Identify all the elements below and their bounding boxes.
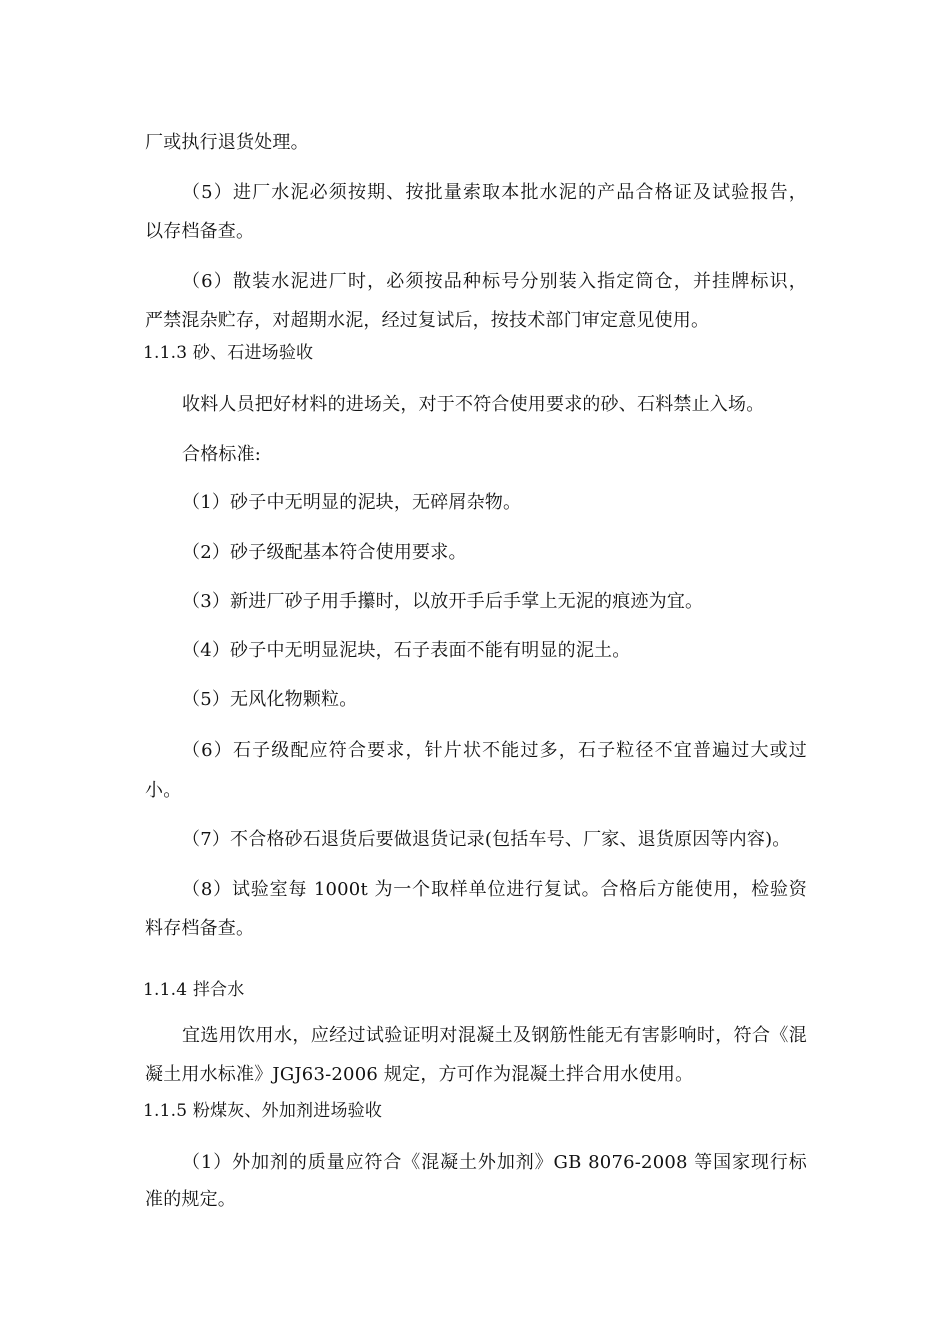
paragraph-line: 凝土用水标准》JGJ63-2006 规定，方可作为混凝土拌合用水使用。: [145, 1064, 694, 1085]
paragraph-line: 严禁混杂贮存，对超期水泥，经过复试后，按技术部门审定意见使用。: [145, 310, 710, 331]
list-item-continuation: 小。: [145, 780, 182, 801]
list-item: （3）新进厂砂子用手攥时，以放开手后手掌上无泥的痕迹为宜。: [182, 591, 704, 612]
paragraph-line: 厂或执行退货处理。: [145, 132, 309, 153]
paragraph-line: 宜选用饮用水，应经过试验证明对混凝土及钢筋性能无有害影响时，符合《混: [182, 1025, 807, 1046]
paragraph-line: 以存档备查。: [145, 221, 255, 242]
list-item: （4）砂子中无明显泥块，石子表面不能有明显的泥土。: [182, 640, 631, 661]
list-item: （7）不合格砂石退货后要做退货记录(包括车号、厂家、退货原因等内容)。: [182, 829, 791, 850]
paragraph-line: （6）散装水泥进厂时，必须按品种标号分别装入指定筒仓，并挂牌标识，: [182, 271, 807, 292]
section-heading: 1.1.3 砂、石进场验收: [143, 343, 314, 363]
list-item: （2）砂子级配基本符合使用要求。: [182, 542, 467, 563]
list-item-continuation: 准的规定。: [145, 1189, 236, 1210]
paragraph-line: （5）进厂水泥必须按期、按批量索取本批水泥的产品合格证及试验报告，: [182, 182, 807, 203]
list-item: （1）砂子中无明显的泥块，无碎屑杂物。: [182, 492, 522, 513]
section-heading: 1.1.5 粉煤灰、外加剂进场验收: [143, 1101, 383, 1121]
paragraph-line: 收料人员把好材料的进场关，对于不符合使用要求的砂、石料禁止入场。: [182, 394, 765, 415]
paragraph-line: 合格标准:: [182, 444, 262, 465]
list-item-continuation: 料存档备查。: [145, 918, 255, 939]
section-heading: 1.1.4 拌合水: [143, 980, 245, 1000]
list-item: （8）试验室每 1000t 为一个取样单位进行复试。合格后方能使用，检验资: [182, 879, 807, 900]
list-item: （5）无风化物颗粒。: [182, 689, 358, 710]
list-item: （6）石子级配应符合要求，针片状不能过多，石子粒径不宜普遍过大或过: [182, 740, 807, 761]
list-item: （1）外加剂的质量应符合《混凝土外加剂》GB 8076-2008 等国家现行标: [182, 1152, 807, 1173]
